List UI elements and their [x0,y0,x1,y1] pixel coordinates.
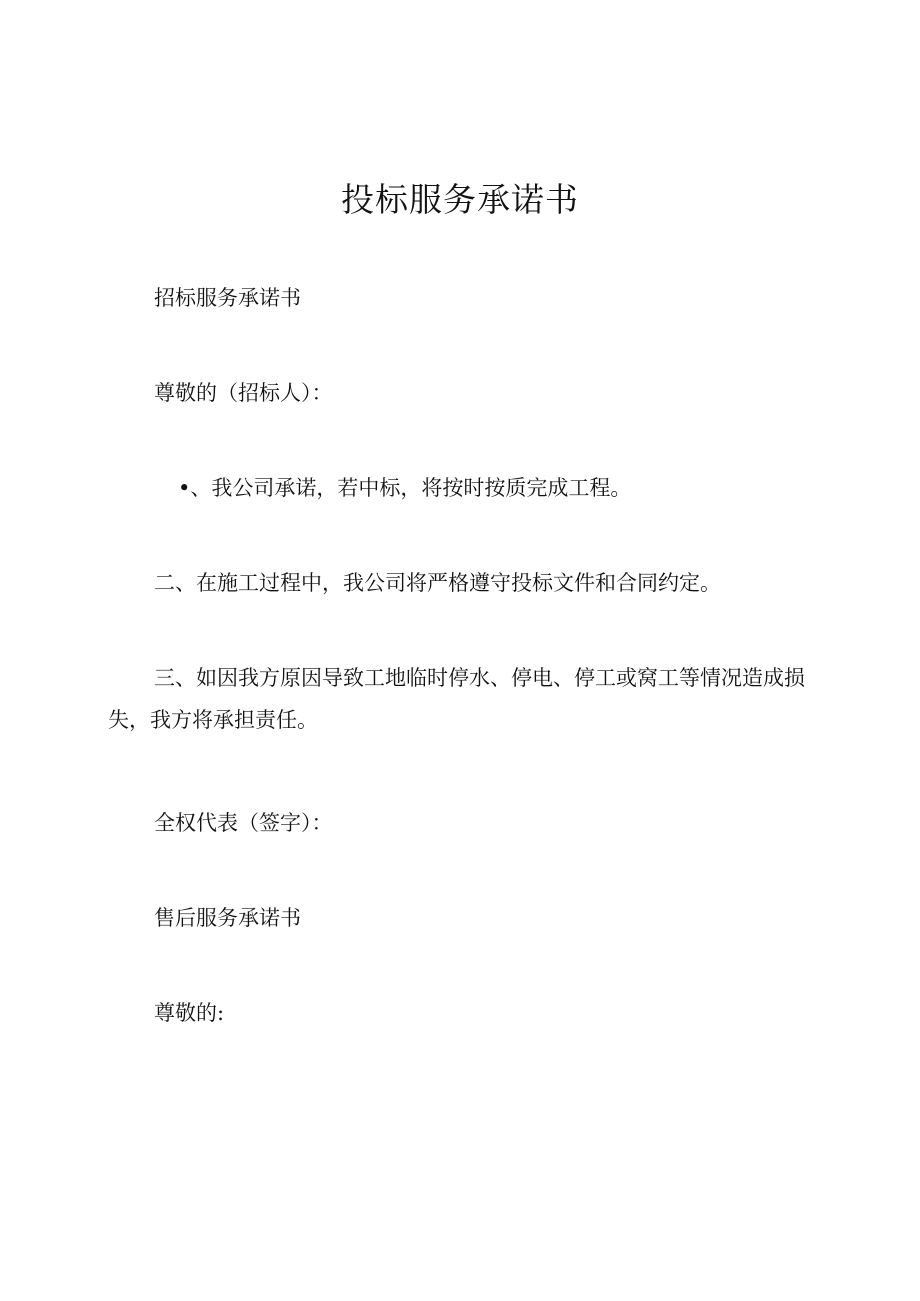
paragraph-commitment-1: •、我公司承诺，若中标，将按时按质完成工程。 [178,476,632,500]
paragraph-bid-service-heading: 招标服务承诺书 [154,286,301,310]
paragraph-signature: 全权代表（签字）： [154,811,333,835]
paragraph-commitment-3: 三、如因我方原因导致工地临时停水、停电、停工或窝工等情况造成损失，我方将承担责任。 [108,666,805,732]
paragraph-after-sales-heading: 售后服务承诺书 [154,906,301,930]
document-title: 投标服务承诺书 [341,180,579,219]
paragraph-salutation: 尊敬的（招标人）： [154,381,333,405]
paragraph-commitment-2: 二、在施工过程中，我公司将严格遵守投标文件和合同约定。 [154,571,721,595]
paragraph-salutation-2: 尊敬的: [154,1001,225,1025]
